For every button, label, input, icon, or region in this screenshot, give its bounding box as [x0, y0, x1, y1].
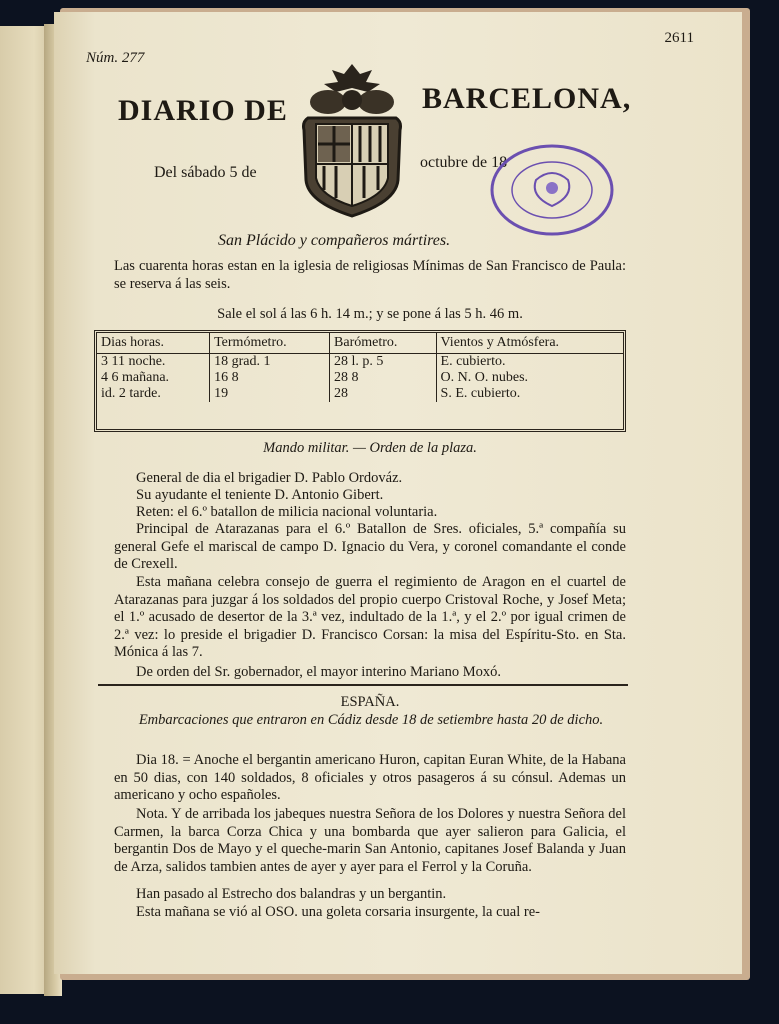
cuarenta-horas-notice: Las cuarenta horas estan en la iglesia de religiosas Mínimas de San Francisco de Paula: se reserva á las seis.	[114, 258, 626, 292]
weather-cell: 18 grad. 1	[210, 354, 330, 371]
newspaper-page	[54, 12, 742, 974]
order-signature: De orden del Sr. gobernador, el mayor interino Mariano Moxó.	[136, 664, 502, 680]
weather-cell: id. 2 tarde.	[101, 386, 161, 401]
weather-header-vientos: Vientos y Atmósfera.	[436, 333, 623, 354]
issue-number: Núm. 277	[86, 50, 145, 66]
military-line: Su ayudante el teniente D. Antonio Gibert.	[136, 487, 384, 503]
weather-cell: 3 11 noche.	[101, 354, 166, 369]
dia18-paragraph: Dia 18. = Anoche el bergantin americano Huron, capitan Euran White, de la Habana en 50 dias, con 140 soldados, 8 oficiales y otros pasageros á su cónsul. Ademas un americano y ocho españoles.	[114, 752, 626, 803]
military-line: Reten: el 6.º batallon de milicia nacional voluntaria.	[136, 504, 438, 520]
espana-heading: ESPAÑA.	[340, 694, 400, 710]
weather-cell: S. E. cubierto.	[436, 386, 623, 402]
weather-cell: 19	[210, 386, 330, 402]
sunrise-sunset: Sale el sol á las 6 h. 14 m.; y se pone á las 5 h. 46 m.	[217, 306, 523, 322]
weather-table	[94, 330, 626, 432]
espana-subheading: Embarcaciones que entraron en Cádiz desde 18 de setiembre hasta 20 de dicho.	[138, 712, 604, 728]
weather-cell: 16 8	[210, 370, 330, 386]
date-right: octubre de 18	[420, 154, 508, 171]
masthead-title-left: DIARIO DE	[118, 94, 288, 127]
weather-cell: 28	[330, 386, 437, 402]
table-row	[97, 370, 623, 386]
weather-cell: 4 6 mañana.	[101, 370, 170, 385]
saints-of-day: San Plácido y compañeros mártires.	[218, 232, 451, 249]
table-row	[97, 386, 623, 402]
section-divider	[98, 684, 628, 686]
masthead-title-right: BARCELONA,	[422, 82, 632, 115]
weather-header-barometro: Barómetro.	[330, 333, 437, 354]
weather-cell: E. cubierto.	[436, 354, 623, 371]
date-left: Del sábado 5 de	[154, 164, 257, 181]
page-number: 2611	[664, 30, 694, 46]
military-heading: Mando militar. — Orden de la plaza.	[263, 440, 477, 456]
weather-cell: O. N. O. nubes.	[436, 370, 623, 386]
coat-of-arms-icon	[294, 60, 410, 220]
goleta-line: Esta mañana se vió al OSO. una goleta corsaria insurgente, la cual re-	[136, 904, 540, 920]
weather-header-dias: Dias horas.	[97, 333, 210, 354]
weather-cell: 28 l. p. 5	[330, 354, 437, 371]
library-stamp-icon	[486, 140, 618, 240]
table-row	[97, 354, 623, 371]
military-line: General de dia el brigadier D. Pablo Ordováz.	[136, 470, 403, 486]
weather-header-termometro: Termómetro.	[210, 333, 330, 354]
principal-paragraph: Principal de Atarazanas para el 6.º Batallon de Sres. oficiales, 5.ª compañía su general Gefe el mariscal de campo D. Ignacio du Vera, y coronel comandante el conde de Crexell.	[114, 521, 626, 572]
nota-paragraph: Nota. Y de arribada los jabeques nuestra Señora de los Dolores y nuestra Señora del Carmen, la barca Corza Chica y una bombarda que ayer salieron para Galicia, el bergantin Dos de Mayo y el queche-marin San Antonio, capitanes Josef Balanda y Juan de Arza, salidos tambien antes de ayer y ayer para el Ferrol y la Coruña.	[114, 806, 626, 875]
estrecho-line: Han pasado al Estrecho dos balandras y un bergantin.	[136, 886, 447, 902]
consejo-paragraph: Esta mañana celebra consejo de guerra el regimiento de Aragon en el cuartel de Atarazanas para juzgar á los soldados del propio cuerpo Cristoval Roche, y Josef Meta; el 1.º acusado de desertor de la 3.ª vez, indultado de la 1.ª, y el 2.º por igual crimen de 2.ª vez: lo preside el brigadier D. Francisco Corsan: la misa del Espíritu-Sto. en Sta. Mónica á las 7.	[114, 574, 626, 660]
weather-cell: 28 8	[330, 370, 437, 386]
